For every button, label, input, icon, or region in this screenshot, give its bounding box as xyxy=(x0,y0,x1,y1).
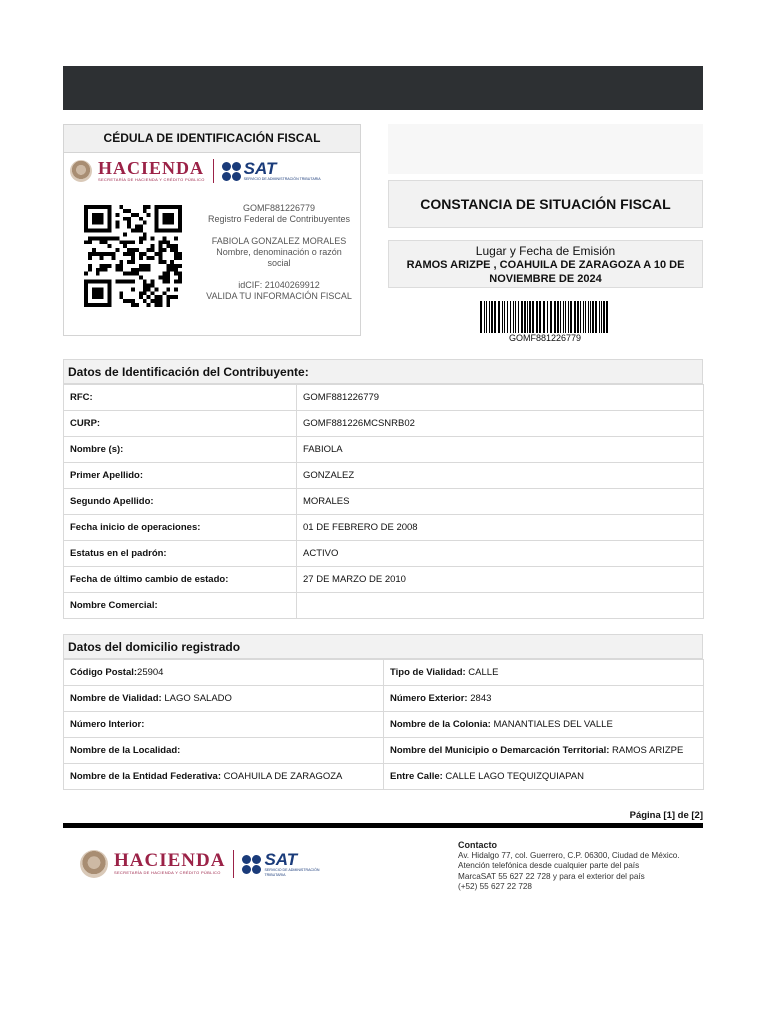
barcode-icon xyxy=(480,301,610,333)
address-label: Código Postal: xyxy=(70,667,138,678)
field-value: GONZALEZ xyxy=(297,463,704,489)
field-value: ACTIVO xyxy=(297,541,704,567)
lugar-value: RAMOS ARIZPE , COAHUILA DE ZARAGOZA A 10 DE NOVIEMBRE DE 2024 xyxy=(406,259,685,285)
table-row xyxy=(64,686,704,712)
address-value: CALLE LAGO TEQUIZQUIAPAN xyxy=(442,771,584,782)
footer-bar xyxy=(63,823,703,828)
field-label: Primer Apellido: xyxy=(64,463,297,489)
contacto-line: Atención telefónica desde cualquier parte del país xyxy=(458,861,640,870)
cedula-validate: VALIDA TU INFORMACIÓN FISCAL xyxy=(206,291,352,301)
cedula-card xyxy=(63,124,361,336)
cedula-rfc: GOMF881226779 xyxy=(242,203,316,213)
cedula-name: FABIOLA GONZALEZ MORALES xyxy=(211,236,347,246)
table-row xyxy=(64,764,704,790)
constancia-title: CONSTANCIA DE SITUACIÓN FISCAL xyxy=(388,180,703,228)
address-cell xyxy=(64,686,384,712)
page-number: Página [1] de [2] xyxy=(629,810,703,821)
footer-hacienda-logo xyxy=(80,850,225,878)
footer-sat-subtitle: SERVICIO DE ADMINISTRACIÓN TRIBUTARIA xyxy=(264,867,320,877)
table-row xyxy=(64,385,704,411)
address-value: CALLE xyxy=(465,667,499,678)
field-label: Fecha de último cambio de estado: xyxy=(64,567,297,593)
address-label: Nombre de Vialidad: xyxy=(70,693,162,704)
contacto-block xyxy=(458,840,708,893)
cedula-logos xyxy=(70,157,360,185)
table-row xyxy=(64,463,704,489)
field-value: 27 DE MARZO DE 2010 xyxy=(297,567,704,593)
footer-hacienda-subtitle: SECRETARÍA DE HACIENDA Y CRÉDITO PÚBLICO xyxy=(114,870,221,875)
field-label: Nombre Comercial: xyxy=(64,593,297,619)
cedula-name-label: Nombre, denominación o razón social xyxy=(216,247,342,268)
sat-subtitle: SERVICIO DE ADMINISTRACIÓN TRIBUTARIA xyxy=(243,177,321,181)
footer-mexico-seal-icon xyxy=(80,850,108,878)
address-cell xyxy=(64,738,384,764)
identificacion-table xyxy=(63,384,704,619)
address-label: Nombre de la Localidad: xyxy=(70,745,181,756)
address-label: Número Exterior: xyxy=(390,693,468,704)
barcode-text: GOMF881226779 xyxy=(508,333,582,343)
field-label: Segundo Apellido: xyxy=(64,489,297,515)
sat-logo xyxy=(222,160,321,182)
contacto-line: Av. Hidalgo 77, col. Guerrero, C.P. 06300, Ciudad de México. xyxy=(458,850,680,860)
address-cell xyxy=(384,738,704,764)
field-label: Estatus en el padrón: xyxy=(64,541,297,567)
address-value: LAGO SALADO xyxy=(161,693,232,704)
address-value: MANANTIALES DEL VALLE xyxy=(490,719,613,730)
address-cell xyxy=(384,764,704,790)
table-row xyxy=(64,738,704,764)
address-cell xyxy=(64,712,384,738)
address-label: Nombre del Municipio o Demarcación Territorial: xyxy=(390,745,610,756)
cedula-info xyxy=(204,203,354,313)
footer-logo-divider xyxy=(233,850,234,878)
table-row xyxy=(64,411,704,437)
address-label: Entre Calle: xyxy=(390,771,443,782)
lugar-fecha-box xyxy=(388,240,703,288)
qr-code-icon xyxy=(84,205,182,307)
address-label: Nombre de la Entidad Federativa: xyxy=(70,771,221,782)
table-row xyxy=(64,489,704,515)
footer-hacienda-wordmark: HACIENDA xyxy=(114,850,226,871)
table-row xyxy=(64,541,704,567)
field-value: FABIOLA xyxy=(297,437,704,463)
cedula-title: CÉDULA DE IDENTIFICACIÓN FISCAL xyxy=(64,125,360,153)
header-filler xyxy=(388,124,703,174)
identificacion-heading: Datos de Identificación del Contribuyente: xyxy=(63,359,703,384)
address-label: Número Interior: xyxy=(70,719,145,730)
field-value: MORALES xyxy=(297,489,704,515)
address-cell xyxy=(64,764,384,790)
table-row xyxy=(64,515,704,541)
table-row xyxy=(64,660,704,686)
table-row xyxy=(64,437,704,463)
hacienda-subtitle: SECRETARÍA DE HACIENDA Y CRÉDITO PÚBLICO xyxy=(98,177,205,182)
field-label: Nombre (s): xyxy=(64,437,297,463)
field-label: CURP: xyxy=(64,411,297,437)
sat-wordmark: SAT xyxy=(243,159,277,178)
address-label: Tipo de Vialidad: xyxy=(390,667,466,678)
table-row xyxy=(64,712,704,738)
field-value: 01 DE FEBRERO DE 2008 xyxy=(297,515,704,541)
address-cell xyxy=(384,712,704,738)
field-label: Fecha inicio de operaciones: xyxy=(64,515,297,541)
address-label: Nombre de la Colonia: xyxy=(390,719,491,730)
address-value: COAHUILA DE ZARAGOZA xyxy=(220,771,343,782)
field-value xyxy=(297,593,704,619)
logo-divider xyxy=(213,159,214,183)
cedula-rfc-label: Registro Federal de Contribuyentes xyxy=(207,214,351,224)
address-value: 25904 xyxy=(137,667,164,678)
footer-sat-dots-icon xyxy=(242,855,261,874)
domicilio-table xyxy=(63,659,704,790)
mexico-seal-icon xyxy=(70,160,92,182)
address-cell xyxy=(384,660,704,686)
contacto-line: MarcaSAT 55 627 22 728 y para el exterior del país xyxy=(458,871,645,881)
table-row xyxy=(64,593,704,619)
field-value: GOMF881226779 xyxy=(297,385,704,411)
cedula-idcif: idCIF: 21040269912 xyxy=(238,280,320,290)
sat-dots-icon xyxy=(222,162,241,181)
hacienda-logo xyxy=(70,159,205,183)
address-value: 2843 xyxy=(467,693,492,704)
address-cell xyxy=(64,660,384,686)
address-cell xyxy=(384,686,704,712)
hacienda-wordmark: HACIENDA xyxy=(98,158,205,178)
address-value: RAMOS ARIZPE xyxy=(609,745,684,756)
table-row xyxy=(64,567,704,593)
field-label: RFC: xyxy=(64,385,297,411)
footer-logos xyxy=(80,847,340,881)
lugar-label: Lugar y Fecha de Emisión xyxy=(475,244,616,258)
contacto-line: (+52) 55 627 22 728 xyxy=(458,882,532,891)
footer-sat-logo xyxy=(242,851,340,878)
field-value: GOMF881226MCSNRB02 xyxy=(297,411,704,437)
contacto-title: Contacto xyxy=(458,840,497,850)
footer-sat-wordmark: SAT xyxy=(264,849,298,869)
top-header-bar xyxy=(63,66,703,110)
domicilio-heading: Datos del domicilio registrado xyxy=(63,634,703,659)
